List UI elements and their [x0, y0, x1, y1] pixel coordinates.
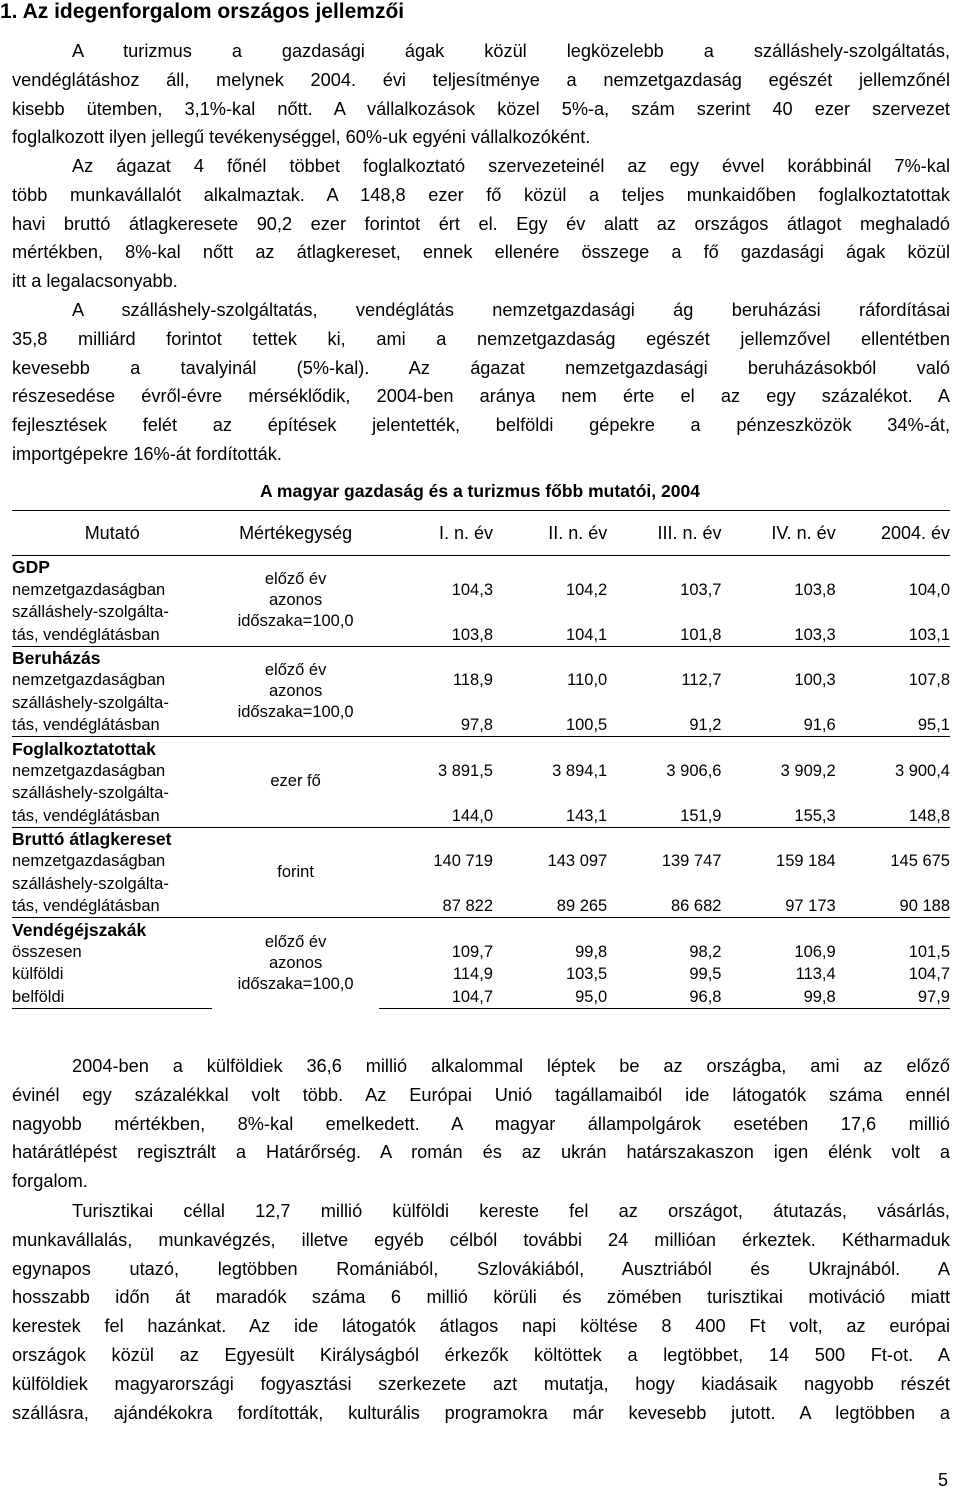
value-cell: 91,2	[689, 716, 722, 735]
paragraph-line: vendéglátáshoz áll, melynek 2004. évi teljesítménye a nemzetgazdaság egészét jellemzőnél	[12, 69, 950, 90]
paragraph-line: részesedése évről-évre mérséklődik, 2004-ben aránya nem érte el az egy százalékot. A	[12, 386, 950, 407]
unit-cell	[212, 827, 378, 918]
row-label: tás, vendéglátásban	[12, 897, 160, 916]
value-cell: 95,0	[493, 985, 607, 1008]
group-name: Beruházás	[12, 646, 212, 669]
value-cell: 143 097	[547, 852, 608, 871]
group-name: Foglalkoztatottak	[12, 737, 212, 760]
row-label: nemzetgazdaságban	[12, 580, 166, 599]
unit-cell	[212, 737, 378, 828]
row-label: nemzetgazdaságban	[12, 761, 166, 780]
value-cell: 110,0	[567, 671, 608, 690]
row-label: szálláshely-szolgálta-	[12, 603, 169, 622]
table-row	[12, 623, 950, 646]
value-cell: 3 891,5	[437, 761, 493, 780]
unit-line: időszaka=100,0	[237, 702, 354, 721]
column-header: I. n. év	[379, 511, 493, 556]
table-row	[12, 714, 950, 737]
row-label: nemzetgazdaságban	[12, 671, 166, 690]
paragraph-5	[12, 1197, 950, 1427]
table-group-header	[12, 827, 950, 850]
unit-cell	[212, 918, 378, 1009]
unit-line: azonos	[268, 591, 323, 610]
paragraph-line: mértékben, 8%-kal nőtt az átlagkereset, ennek ellenére összege a fő gazdasági ágak közül	[12, 242, 950, 263]
paragraph-line: Turisztikai céllal 12,7 millió külföldi kereste fel az országot, átutazás, vásárlás,	[72, 1201, 950, 1221]
paragraph-3	[12, 296, 950, 469]
unit-line: előző év	[264, 932, 327, 951]
paragraph-line: hosszabb időn át maradók száma 6 millió körüli és zömében turisztikai motiváció miatt	[12, 1287, 950, 1308]
value-cell: 91,6	[803, 716, 836, 735]
paragraph-4	[12, 1052, 950, 1196]
value-cell: 97,9	[836, 985, 950, 1008]
value-cell: 113,4	[795, 965, 836, 984]
value-cell: 3 900,4	[894, 761, 950, 780]
paragraph-1	[12, 37, 950, 152]
paragraph-line: külföldiek magyarországi fogyasztási szerkezete azt mutatja, hogy kiadásaik nagyobb részét	[12, 1373, 950, 1394]
table-row	[12, 578, 950, 600]
value-cell: 143,1	[565, 806, 608, 825]
table-title: A magyar gazdaság és a turizmus főbb mutatói, 2004	[260, 481, 700, 501]
value-cell: 104,2	[565, 580, 608, 599]
row-label: külföldi	[12, 965, 64, 984]
paragraph-line: A turizmus a gazdasági ágak közül legközelebb a szálláshely-szolgáltatás,	[72, 41, 950, 61]
value-cell: 114,9	[452, 965, 493, 984]
value-cell: 90 188	[899, 897, 950, 916]
paragraph-line: 35,8 milliárd forintot tettek ki, ami a nemzetgazdaság egészét jellemzővel ellentétben	[12, 328, 950, 349]
value-cell: 96,8	[607, 985, 721, 1008]
value-cell: 97,8	[460, 716, 493, 735]
value-cell: 155,3	[794, 806, 836, 825]
value-cell: 145 675	[890, 852, 950, 871]
column-header: Mértékegység	[212, 511, 378, 556]
value-cell: 101,8	[680, 625, 722, 644]
value-cell: 104,7	[908, 965, 950, 984]
value-cell: 86 682	[671, 897, 722, 916]
row-label: tás, vendéglátásban	[12, 625, 160, 644]
unit-cell	[212, 646, 378, 737]
value-cell: 103,3	[794, 625, 836, 644]
paragraph-line: Az ágazat 4 főnél többet foglalkoztató szervezeteinél az egy évvel korábbinál 7%-kal	[72, 156, 950, 176]
paragraph-line: kerestek fel hazánkat. Az ide látogatók átlagos napi költése 8 400 Ft volt, az európai	[12, 1316, 950, 1337]
row-label: szálláshely-szolgálta-	[12, 784, 169, 803]
unit-cell	[212, 556, 378, 647]
paragraph-line: országok közül az Egyesült Királyságból érkezők költöttek a legtöbbet, 14 500 Ft-ot. A	[12, 1344, 950, 1365]
row-label: nemzetgazdaságban	[12, 852, 166, 871]
unit-line: ezer fő	[270, 772, 321, 791]
paragraph-line: kevesebb a tavalyinál (5%-kal). Az ágazat nemzetgazdasági beruházásokból való	[12, 357, 950, 378]
row-label: szálláshely-szolgálta-	[12, 693, 169, 712]
value-cell: 103,1	[908, 625, 950, 644]
table-row	[12, 669, 950, 691]
row-label: belföldi	[12, 985, 212, 1008]
value-cell: 95,1	[917, 716, 950, 735]
unit-line: forint	[277, 862, 314, 881]
table-row	[12, 941, 950, 963]
value-cell: 148,8	[908, 806, 950, 825]
value-cell: 106,9	[794, 943, 836, 962]
value-cell: 3 906,6	[666, 761, 722, 780]
unit-line: azonos	[268, 681, 323, 700]
unit-line: előző év	[264, 570, 327, 589]
value-cell: 107,8	[908, 671, 950, 690]
paragraph-line: több munkavállalót alkalmaztak. A 148,8 ezer fő közül a teljes munkaidőben foglalkoztatottak	[12, 184, 950, 205]
value-cell: 103,8	[451, 625, 493, 644]
column-header: IV. n. év	[721, 511, 835, 556]
paragraph-line: munkavállalás, munkavégzés, illetve egyéb célból további 24 millióan érkeztek. Kétharmaduk	[12, 1229, 950, 1250]
table-row	[12, 850, 950, 872]
table-header-row	[12, 511, 950, 556]
table-row	[12, 601, 950, 623]
table-row	[12, 760, 950, 782]
table-row	[12, 985, 950, 1008]
paragraph-line: évinél egy százalékkal volt több. Az Európai Unió tagállamaiból ide látogatók száma ennél	[12, 1084, 950, 1105]
value-cell: 151,9	[680, 806, 722, 825]
value-cell: 118,9	[452, 671, 493, 690]
row-label: tás, vendéglátásban	[12, 806, 160, 825]
table-row	[12, 895, 950, 918]
value-cell: 104,0	[908, 580, 950, 599]
row-label: tás, vendéglátásban	[12, 716, 160, 735]
paragraph-line: 2004-ben a külföldiek 36,6 millió alkalommal léptek be az országba, ami az előző	[72, 1056, 950, 1076]
value-cell: 98,2	[689, 943, 722, 962]
column-header: Mutató	[12, 511, 212, 556]
paragraph-line: kisebb ütemben, 3,1%-kal nőtt. A vállalkozások közel 5%-a, szám szerint 40 ezer szervezet	[12, 98, 950, 119]
value-cell: 104,7	[379, 985, 493, 1008]
value-cell: 104,3	[451, 580, 493, 599]
column-header: 2004. év	[836, 511, 950, 556]
value-cell: 103,8	[794, 580, 836, 599]
paragraph-line: itt a legalacsonyabb.	[12, 271, 178, 292]
unit-line: azonos	[268, 953, 323, 972]
value-cell: 140 719	[433, 852, 493, 871]
table-group-header	[12, 556, 950, 579]
value-cell: 99,8	[575, 943, 608, 962]
value-cell: 103,7	[680, 580, 722, 599]
page-number: 5	[937, 1470, 948, 1490]
paragraph-line: forgalom.	[12, 1171, 88, 1192]
table-row	[12, 782, 950, 804]
paragraph-line: nagyobb mértékben, 8%-kal emelkedett. A magyar állampolgárok esetében 17,6 millió	[12, 1113, 950, 1134]
table-row	[12, 691, 950, 713]
value-cell: 144,0	[451, 806, 493, 825]
value-cell: 3 894,1	[552, 761, 608, 780]
value-cell: 139 747	[661, 852, 722, 871]
value-cell: 99,5	[689, 965, 722, 984]
paragraph-line: fejlesztések felét az építések jelentették, belföldi gépekre a pénzeszközök 34%-át,	[12, 415, 950, 436]
table-group-header	[12, 737, 950, 760]
column-header: II. n. év	[493, 511, 607, 556]
value-cell: 101,5	[908, 943, 950, 962]
paragraph-line: havi bruttó átlagkeresete 90,2 ezer forintot ért el. Egy év alatt az országos átlagot meghaladó	[12, 213, 950, 234]
value-cell: 103,5	[565, 965, 608, 984]
paragraph-line: határátlépést regisztrált a Határőrség. A román és az ukrán határszakaszon igen élénk volt a	[12, 1142, 950, 1163]
value-cell: 3 909,2	[780, 761, 836, 780]
paragraph-line: foglalkozott ilyen jellegű tevékenységgel, 60%-uk egyéni vállalkozóként.	[12, 127, 591, 148]
value-cell: 89 265	[556, 897, 608, 916]
value-cell: 99,8	[721, 985, 835, 1008]
indicators-table	[12, 510, 950, 1009]
value-cell: 104,1	[565, 625, 608, 644]
unit-line: előző év	[264, 660, 327, 679]
value-cell: 87 822	[442, 897, 493, 916]
table-group-header	[12, 646, 950, 669]
group-name: Vendégéjszakák	[12, 918, 212, 941]
unit-line: időszaka=100,0	[237, 974, 354, 993]
column-header: III. n. év	[607, 511, 721, 556]
value-cell: 100,5	[565, 716, 608, 735]
table-row	[12, 872, 950, 894]
group-name: Bruttó átlagkereset	[12, 827, 212, 850]
value-cell: 97 173	[785, 897, 836, 916]
paragraph-line: szállásra, ajándékokra fordították, kulturális programokra már kevesebb jutott. A legtöbben a	[12, 1402, 950, 1423]
paragraph-line: egynapos utazó, legtöbben Romániából, Szlovákiából, Ausztriából és Ukrajnából. A	[12, 1258, 950, 1279]
value-cell: 159 184	[776, 852, 836, 871]
paragraph-2	[12, 152, 950, 296]
value-cell: 100,3	[794, 671, 836, 690]
value-cell: 109,7	[451, 943, 493, 962]
value-cell: 112,7	[681, 671, 722, 690]
group-name: GDP	[12, 557, 50, 578]
paragraph-line: A szálláshely-szolgáltatás, vendéglátás nemzetgazdasági ág beruházási ráfordításai	[72, 300, 950, 320]
table-group-header	[12, 918, 950, 941]
row-label: szálláshely-szolgálta-	[12, 874, 169, 893]
row-label: összesen	[12, 943, 82, 962]
paragraph-line: importgépekre 16%-át fordították.	[12, 443, 282, 464]
table-row	[12, 804, 950, 827]
section-title: 1. Az idegenforgalom országos jellemzői	[0, 0, 405, 23]
unit-line: időszaka=100,0	[237, 612, 354, 631]
table-row	[12, 963, 950, 985]
